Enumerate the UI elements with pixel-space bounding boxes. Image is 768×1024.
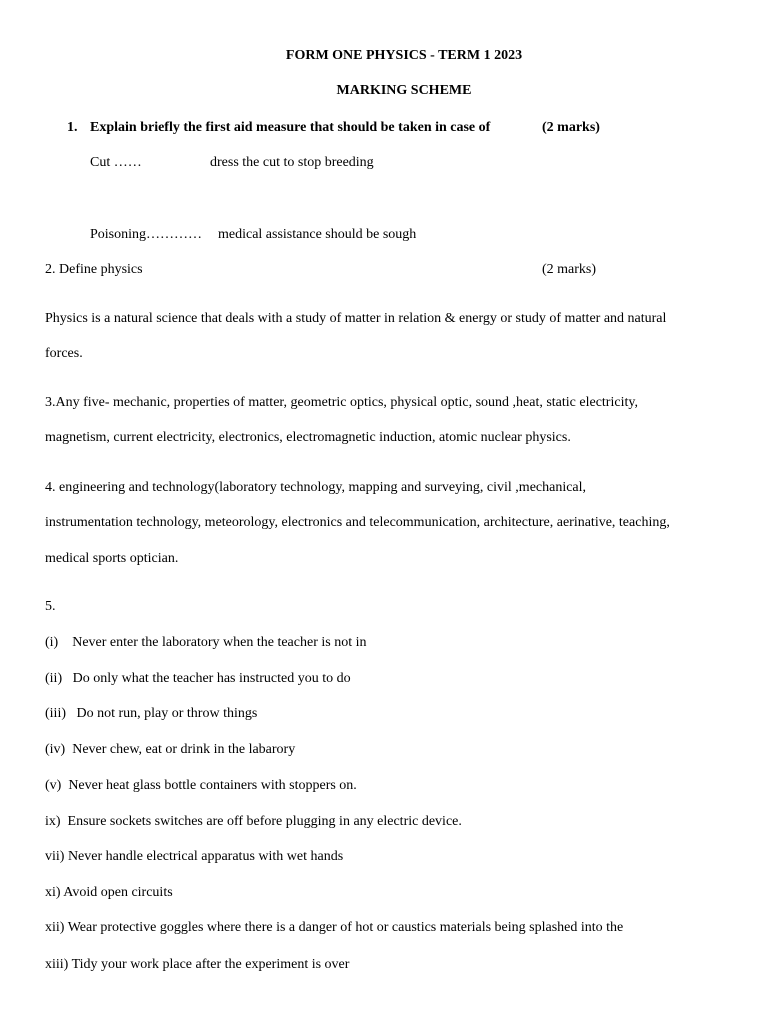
q4-line-3: medical sports optician. xyxy=(45,551,179,566)
q5-list-item: xii) Wear protective goggles where there is a danger of hot or caustics materials being splashed into the xyxy=(45,920,624,935)
q2-answer-line-2: forces. xyxy=(45,346,83,361)
q2-question: 2. Define physics xyxy=(45,262,143,277)
q2-marks: (2 marks) xyxy=(542,262,597,277)
q5-list-item: xiii) Tidy your work place after the experiment is over xyxy=(45,957,350,972)
q1-number: 1. xyxy=(67,120,78,135)
q2-answer-line-1: Physics is a natural science that deals with a study of matter in relation & energy or study of matter and natural xyxy=(45,311,667,326)
q5-number: 5. xyxy=(45,599,56,614)
q4-line-2: instrumentation technology, meteorology, electronics and telecommunication, architecture, aerinative, teaching, xyxy=(45,515,670,530)
q5-list-item: vii) Never handle electrical apparatus with wet hands xyxy=(45,849,344,864)
q5-list-item: (i) Never enter the laboratory when the teacher is not in xyxy=(45,635,367,650)
q1-question: Explain briefly the first aid measure that should be taken in case of xyxy=(90,120,491,135)
q5-list-item: (v) Never heat glass bottle containers with stoppers on. xyxy=(45,778,357,793)
q3-line-1: 3.Any five- mechanic, properties of matter, geometric optics, physical optic, sound ,heat, static electricity, xyxy=(45,395,638,410)
q1-poison-label: Poisoning………… xyxy=(90,227,203,242)
q5-list-item: xi) Avoid open circuits xyxy=(45,885,173,900)
q1-poison-answer: medical assistance should be sough xyxy=(218,227,417,242)
q5-list-item: (iv) Never chew, eat or drink in the labarory xyxy=(45,742,296,757)
q4-line-1: 4. engineering and technology(laboratory technology, mapping and surveying, civil ,mechanical, xyxy=(45,480,587,495)
q5-list-item: (iii) Do not run, play or throw things xyxy=(45,706,258,721)
q3-line-2: magnetism, current electricity, electronics, electromagnetic induction, atomic nuclear physics. xyxy=(45,430,571,445)
q1-cut-answer: dress the cut to stop breeding xyxy=(210,155,374,170)
q1-cut-label: Cut …… xyxy=(90,155,142,170)
q5-list-item: ix) Ensure sockets switches are off before plugging in any electric device. xyxy=(45,814,462,829)
q1-marks: (2 marks) xyxy=(542,120,600,135)
q5-list-item: (ii) Do only what the teacher has instructed you to do xyxy=(45,671,351,686)
page-subtitle: MARKING SCHEME xyxy=(336,83,472,98)
page-title: FORM ONE PHYSICS - TERM 1 2023 xyxy=(285,48,523,63)
